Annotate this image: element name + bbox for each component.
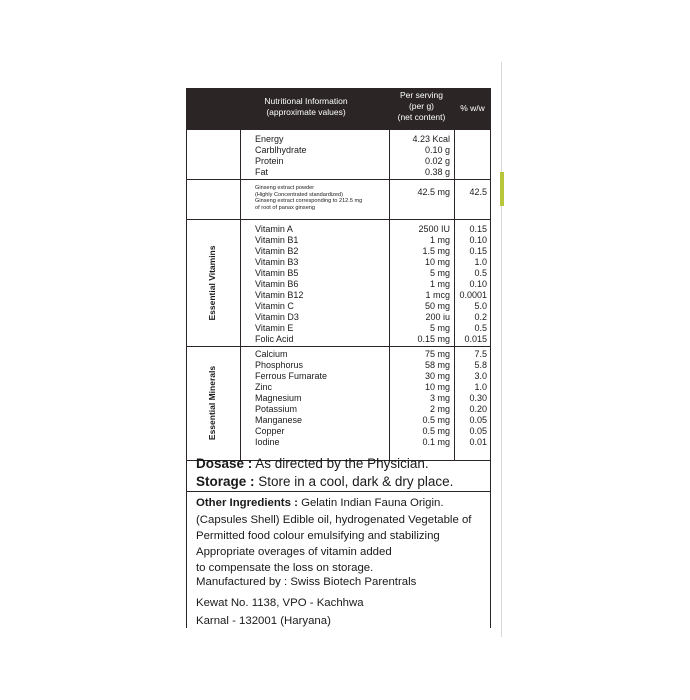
vitamin-percent: 0.15 [469, 224, 487, 234]
divider-after-energy [186, 179, 491, 180]
vitamin-value: 0.15 mg [417, 334, 450, 344]
header-serving-line1: Per serving [400, 90, 443, 100]
vitamin-percent: 0.015 [464, 334, 487, 344]
vitamin-percent: 0.10 [469, 235, 487, 245]
vitamin-name: Vitamin B1 [255, 235, 299, 245]
mineral-name: Zinc [255, 382, 273, 392]
vitamin-name: Vitamin B12 [255, 290, 304, 300]
vitamin-value: 5 mg [429, 268, 450, 278]
energy-name: Energy [255, 134, 284, 144]
storage-label: Storage : [196, 474, 255, 489]
dosage-line [196, 456, 429, 471]
mineral-percent: 0.05 [469, 426, 487, 436]
vitamin-percent: 0.10 [469, 279, 487, 289]
vitamin-name: Vitamin C [255, 301, 294, 311]
other-ingredients-line1 [196, 497, 444, 509]
essential-vitamins-label: Essential Vitamins [207, 245, 217, 321]
vitamin-name: Vitamin B3 [255, 257, 299, 267]
info-box-border-left [186, 460, 187, 628]
mineral-name: Potassium [255, 404, 298, 414]
header-serving-line3: (net content) [397, 112, 446, 122]
storage-text: Store in a cool, dark & dry place. [258, 474, 454, 489]
vitamin-percent: 1.0 [474, 257, 487, 267]
mineral-value: 0.1 mg [422, 437, 450, 447]
ginseng-percent: 42.5 [469, 187, 487, 197]
vitamin-value: 1 mg [429, 279, 450, 289]
essential-minerals-label: Essential Minerals [207, 365, 217, 441]
vitamin-name: Vitamin E [255, 323, 294, 333]
manufacturer-line1: Manufactured by : Swiss Biotech Parentrals [196, 576, 417, 588]
other-ingredients-line2: (Capsules Shell) Edible oil, hydrogenated Vegetable of [196, 514, 472, 526]
mineral-percent: 0.30 [469, 393, 487, 403]
carbohydrate-value: 0.10 g [424, 145, 450, 155]
mineral-name: Magnesium [255, 393, 302, 403]
mineral-percent: 0.05 [469, 415, 487, 425]
other-ingredients-line3: Permitted food colour emulsifying and stabilizing [196, 530, 440, 542]
storage-line [196, 474, 453, 489]
header-nutrition-title [246, 96, 366, 118]
header-title-line1: Nutritional Information [264, 96, 348, 106]
mineral-percent: 3.0 [474, 371, 487, 381]
table-header [186, 88, 491, 130]
vitamin-value: 10 mg [424, 257, 450, 267]
info-box-border-right [490, 460, 491, 628]
vitamin-value: 5 mg [429, 323, 450, 333]
mineral-percent: 5.8 [474, 360, 487, 370]
vitamin-name: Vitamin B6 [255, 279, 299, 289]
carbohydrate-name: Carblhydrate [255, 145, 307, 155]
vitamin-value: 1 mcg [425, 290, 450, 300]
mineral-name: Manganese [255, 415, 303, 425]
vitamin-percent: 0.2 [474, 312, 487, 322]
vitamin-value: 1 mg [429, 235, 450, 245]
mineral-name: Iodine [255, 437, 280, 447]
ginseng-value: 42.5 mg [417, 187, 450, 197]
fat-value: 0.38 g [424, 167, 450, 177]
vitamin-value: 200 iu [425, 312, 450, 322]
other-ingredients-line5: to compensate the loss on storage. [196, 562, 374, 574]
vitamin-percent: 0.15 [469, 246, 487, 256]
manufacturer-line3: Karnal - 132001 (Haryana) [196, 615, 331, 627]
ginseng-line4: of root of panax ginseng [255, 204, 316, 211]
ginseng-line1: Ginseng extract powder [255, 185, 315, 191]
header-per-serving [389, 90, 454, 123]
mineral-value: 58 mg [424, 360, 450, 370]
mineral-name: Phosphorus [255, 360, 304, 370]
vitamin-name: Vitamin B2 [255, 246, 299, 256]
package-green-mark [500, 172, 504, 206]
header-title-line2: (approximate values) [266, 107, 346, 117]
ginseng-line3: Ginseng extract corresponding to 212.5 mg [255, 198, 363, 204]
dosage-label: Dosase : [196, 456, 253, 471]
mineral-value: 2 mg [429, 404, 450, 414]
header-serving-line2: (per g) [408, 101, 435, 111]
ginseng-line2: (Highly Concentrated standardized) [255, 191, 343, 198]
energy-value: 4.23 Kcal [412, 134, 450, 144]
vitamin-value: 50 mg [424, 301, 450, 311]
vitamin-percent: 5.0 [474, 301, 487, 311]
vitamin-name: Vitamin B5 [255, 268, 299, 278]
other-ingredients-label: Other Ingredients : [196, 497, 298, 509]
dosage-text: As directed by the Physician. [255, 456, 429, 471]
vitamin-percent: 0.0001 [459, 290, 487, 300]
vitamin-value: 2500 IU [418, 224, 450, 234]
vitamin-value: 1.5 mg [422, 246, 450, 256]
mineral-percent: 1.0 [474, 382, 487, 392]
mineral-name: Ferrous Fumarate [255, 371, 328, 381]
mineral-value: 0.5 mg [422, 426, 450, 436]
mineral-value: 3 mg [429, 393, 450, 403]
mineral-value: 75 mg [424, 349, 450, 359]
divider-after-storage [186, 491, 491, 492]
vitamin-name: Folic Acid [255, 334, 294, 344]
protein-value: 0.02 g [424, 156, 450, 166]
protein-name: Protein [255, 156, 284, 166]
header-percent-ww: % w/w [460, 103, 485, 113]
mineral-percent: 7.5 [474, 349, 487, 359]
divider-after-ginseng [186, 219, 491, 220]
vitamin-name: Vitamin D3 [255, 312, 299, 322]
mineral-value: 10 mg [424, 382, 450, 392]
mineral-percent: 0.01 [469, 437, 487, 447]
nutrition-label-panel [186, 88, 491, 628]
mineral-value: 30 mg [424, 371, 450, 381]
vitamin-name: Vitamin A [255, 224, 293, 234]
other-ingredients-text1: Gelatin Indian Fauna Origin. [301, 497, 444, 509]
divider-after-vitamins [186, 346, 491, 347]
mineral-percent: 0.20 [469, 404, 487, 414]
mineral-name: Calcium [255, 349, 288, 359]
package-edge-line [501, 62, 502, 637]
mineral-name: Copper [255, 426, 285, 436]
mineral-value: 0.5 mg [422, 415, 450, 425]
fat-name: Fat [255, 167, 269, 177]
manufacturer-line2: Kewat No. 1138, VPO - Kachhwa [196, 597, 364, 609]
other-ingredients-line4: Appropriate overages of vitamin added [196, 546, 392, 558]
vitamin-percent: 0.5 [474, 268, 487, 278]
vitamin-percent: 0.5 [474, 323, 487, 333]
